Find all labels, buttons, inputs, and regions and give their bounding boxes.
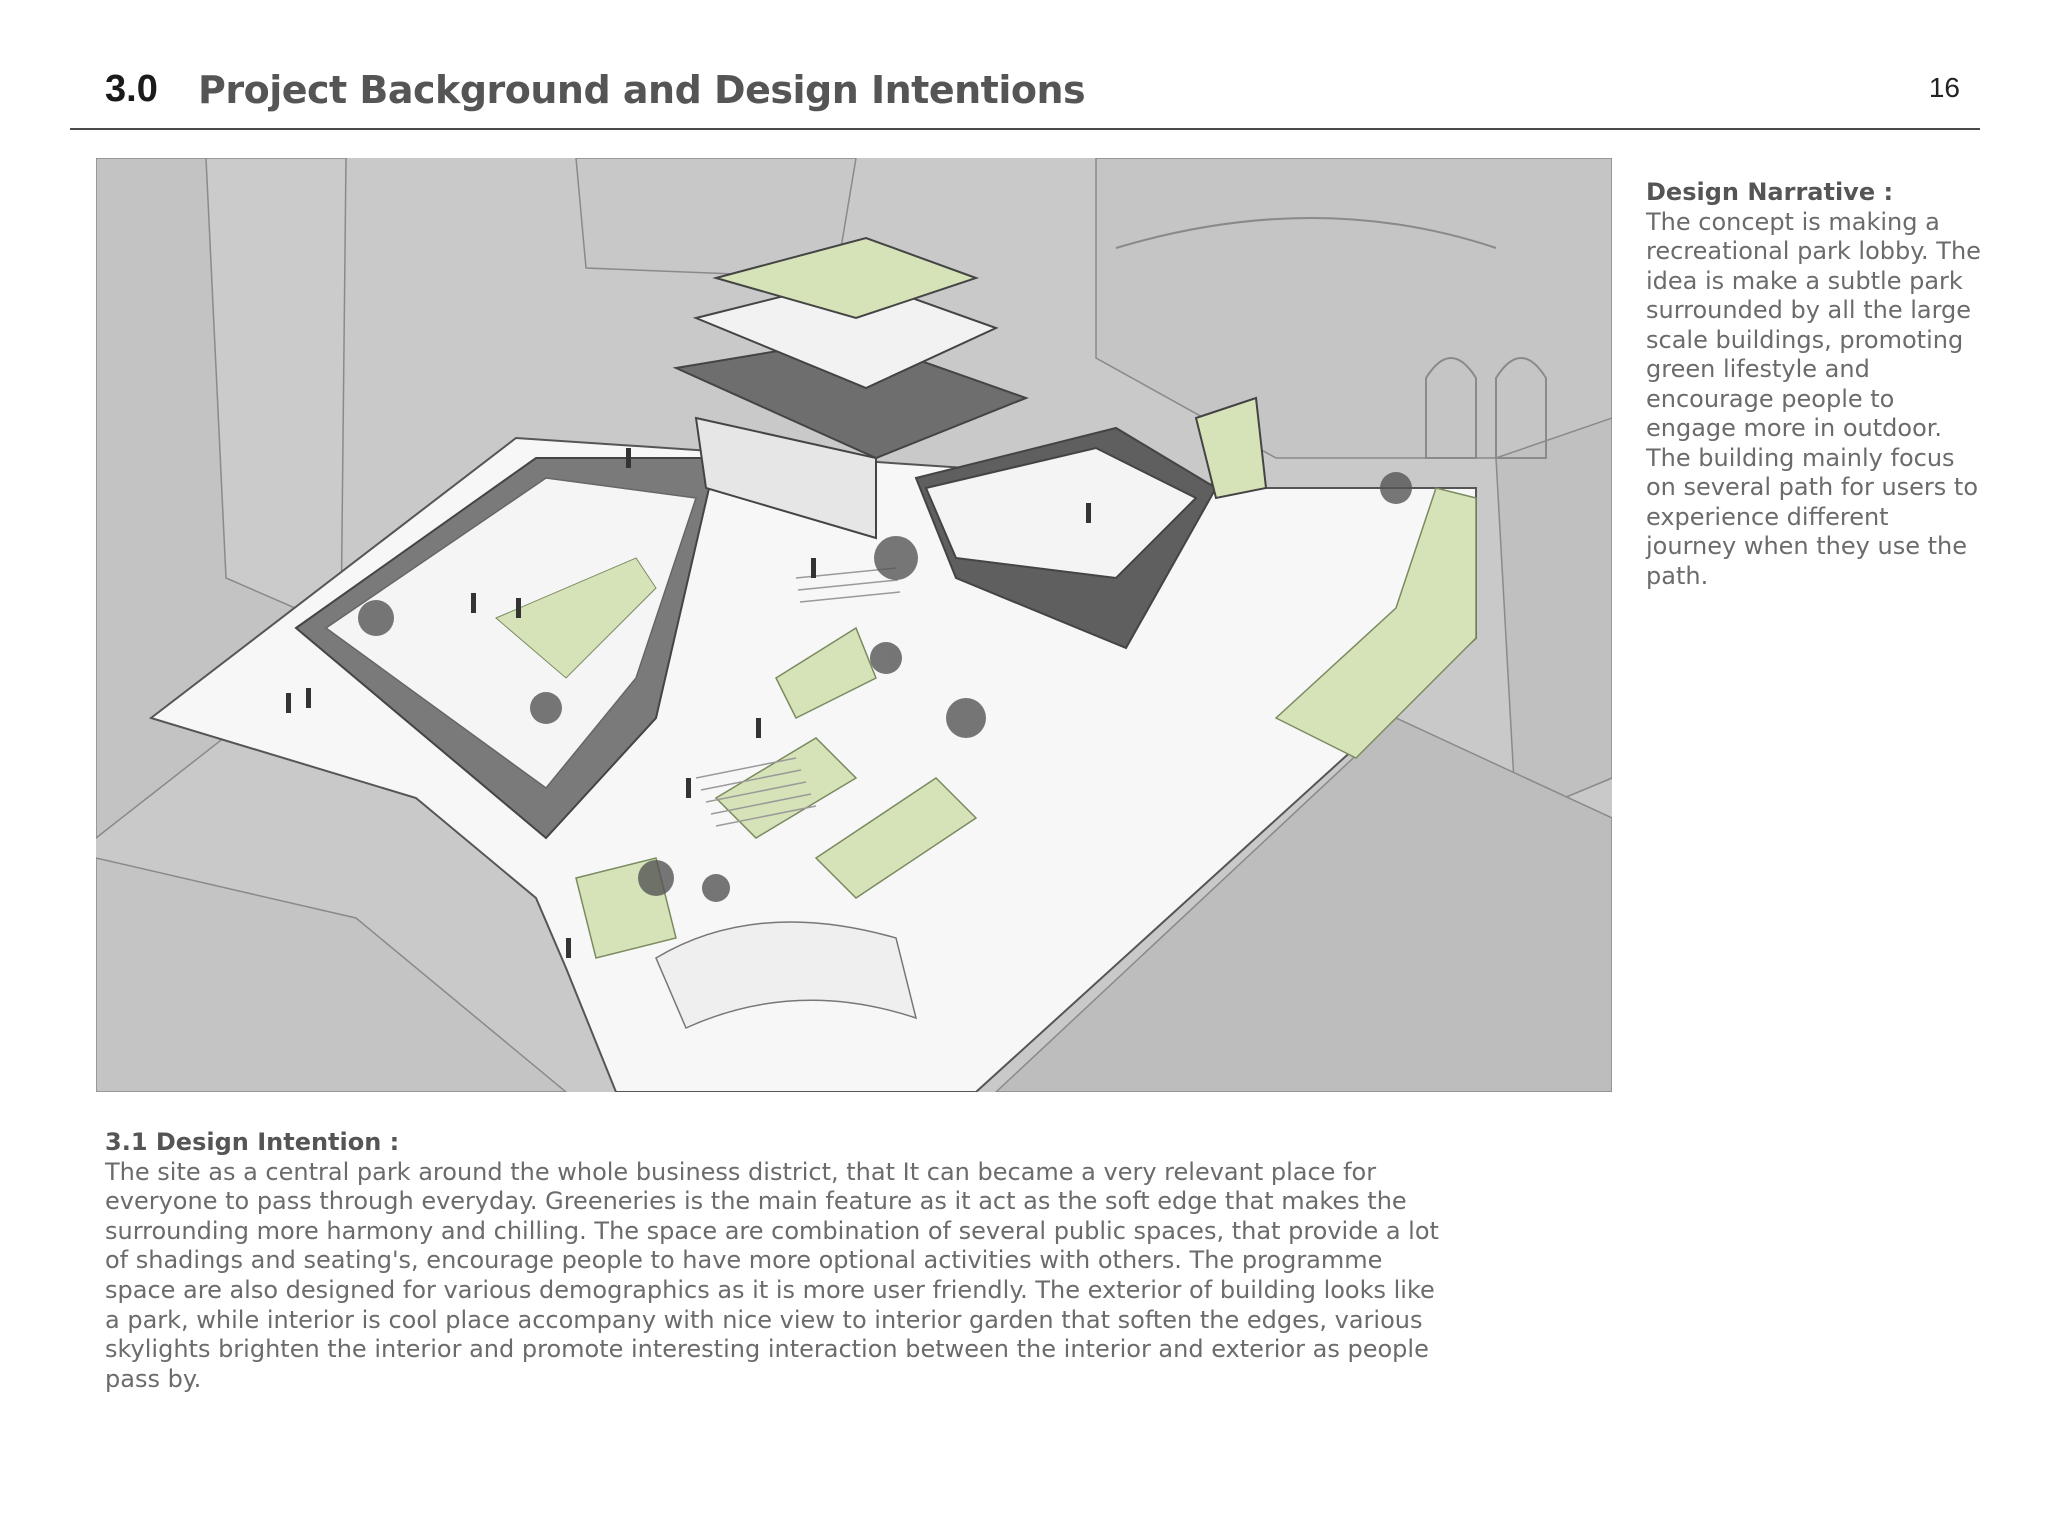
page-number: 16 — [1928, 72, 1960, 103]
design-narrative — [1646, 178, 1986, 591]
context-block-right — [1496, 418, 1612, 818]
site-axonometric-figure — [96, 158, 1612, 1092]
axonometric-drawing — [96, 158, 1612, 1092]
design-intention — [105, 1128, 1445, 1394]
context-bottom-left — [96, 858, 566, 1092]
section-title: Project Background and Design Intentions — [198, 68, 1086, 112]
page-header — [70, 62, 1980, 122]
design-intention-body: The site as a central park around the whole business district, that It can became a very relevant place for everyone to pass through everyday. Greeneries is the main feature as it act as the soft edge that makes the surrounding more harmony and chilling. The space are combination of several public spaces, that provide a lot of shadings and seating's, encourage people to have more optional activities with others. The programme space are also designed for various demographics as it is more user friendly. The exterior of building looks like a park, while interior is cool place accompany with nice view to interior garden that soften the edges, various skylights brighten the interior and promote interesting interaction between the interior and exterior as people pass by. — [105, 1157, 1439, 1393]
header-rule — [70, 128, 1980, 130]
design-narrative-body: The concept is making a recreational park lobby. The idea is make a subtle park surrounded by all the large scale buildings, promoting green lifestyle and encourage people to engage more in outdoor. The building mainly focus on several path for users to experience different journey when they use the path. — [1646, 207, 1981, 590]
context-arch-building — [1096, 158, 1612, 458]
design-intention-heading: 3.1 Design Intention : — [105, 1128, 400, 1156]
design-narrative-heading: Design Narrative : — [1646, 178, 1894, 206]
section-number: 3.0 — [105, 68, 158, 110]
context-tower-left-face — [206, 158, 346, 628]
